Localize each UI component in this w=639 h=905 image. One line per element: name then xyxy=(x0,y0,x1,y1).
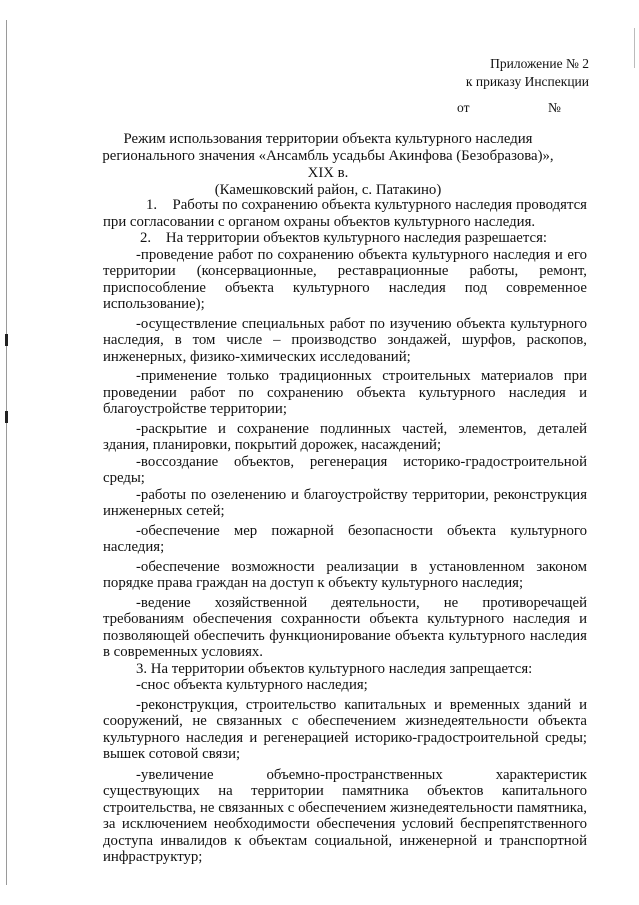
scan-artifact-mark xyxy=(5,411,8,423)
allowed-item: -ведение хозяйственной деятельности, не противоречащей требованиям обеспечения сохранности объекта культурного наследия и позволяющей обеспечить функционирование объекта культурного наследия в современных условиях. xyxy=(103,594,587,660)
allowed-item: -обеспечение мер пожарной безопасности объекта культурного наследия; xyxy=(103,522,587,555)
prohibited-item: -реконструкция, строительство капитальных и временных зданий и сооружений, не связанных с обеспечением жизнедеятельности объекта культурного наследия и регенерацией историко-градостроительной среды; вышек сотовой связи; xyxy=(103,696,587,762)
allowed-item: -воссоздание объектов, регенерация историко-градостроительной среды; xyxy=(103,453,587,486)
allowed-item: -применение только традиционных строительных материалов при проведении работ по сохранению объекта культурного наследия и благоустройстве территории; xyxy=(103,368,587,417)
title-line: Режим использования территории объекта культурного наследия xyxy=(123,131,533,147)
annex-header xyxy=(466,55,589,91)
section-1-paragraph: 1. Работы по сохранению объекта культурного наследия проводятся при согласовании с органом охраны объектов культурного наследия. xyxy=(103,197,587,230)
prohibited-item: -увеличение объемно-пространственных характеристик существующих на территории памятника объектов капитального строительства, не связанных с обеспечением жизнедеятельности памятника, за исключением необходимости обеспечения условий беспрепятственного доступа инвалидов к объектам социальной, инженерной и транспортной инфраструктур; xyxy=(103,766,587,865)
allowed-item: -проведение работ по сохранению объекта культурного наследия и его территории (консервационные, реставрационные работы, ремонт, приспособление объекта культурного наследия под современное использование); xyxy=(103,246,587,312)
allowed-item: -работы по озеленению и благоустройству территории, реконструкция инженерных сетей; xyxy=(103,486,587,519)
scan-binding-edge xyxy=(6,20,7,885)
allowed-item: -осуществление специальных работ по изучению объекта культурного наследия, в том числе – производство зондажей, шурфов, раскопов, инженерных, физико-химических исследований; xyxy=(103,315,587,365)
prohibited-item: -снос объекта культурного наследия; xyxy=(136,677,368,693)
annex-number: Приложение № 2 xyxy=(490,56,589,71)
scan-artifact-edge xyxy=(634,28,635,68)
title-line: регионального значения «Ансамбль усадьбы Акинфова (Безобразова)», XIX в. xyxy=(102,148,554,181)
date-label: от xyxy=(457,100,470,115)
section-2-heading: 2. На территории объектов культурного наследия разрешается: xyxy=(140,230,548,246)
annex-order-ref: к приказу Инспекции xyxy=(465,74,589,89)
allowed-item: -раскрытие и сохранение подлинных частей, элементов, деталей здания, планировки, покрытий дорожек, насаждений; xyxy=(103,420,587,453)
allowed-item: -обеспечение возможности реализации в установленном законом порядке права граждан на доступ к объекту культурного наследия; xyxy=(103,558,587,591)
document-body xyxy=(103,197,587,866)
number-label: № xyxy=(548,100,561,115)
document-title xyxy=(90,131,566,199)
section-3-heading: 3. На территории объектов культурного наследия запрещается: xyxy=(136,660,533,677)
scan-artifact-mark xyxy=(5,334,8,346)
title-line: (Камешковский район, с. Патакино) xyxy=(214,182,442,198)
